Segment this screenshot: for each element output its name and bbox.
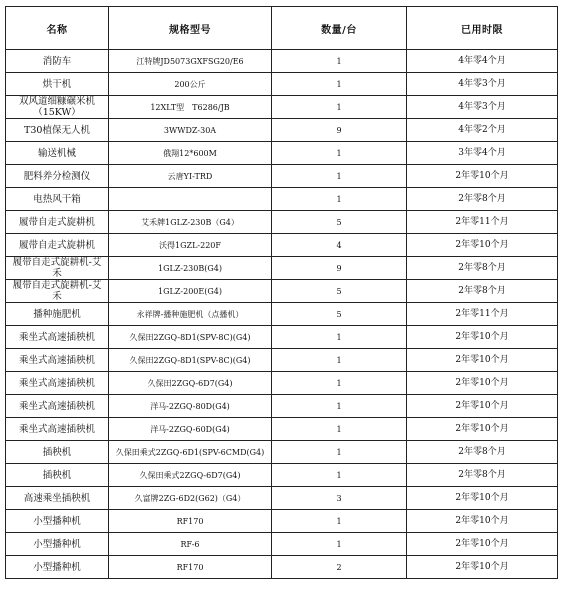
table-header-row: [6, 7, 558, 50]
cell-age: 2年零11个月: [407, 303, 558, 326]
cell-name: 播种施肥机: [6, 303, 109, 326]
cell-age: 2年零10个月: [407, 418, 558, 441]
cell-model: 永祥牌-播种施肥机（点播机）: [109, 303, 272, 326]
cell-name: 乘坐式高速插秧机: [6, 326, 109, 349]
table-row: [6, 372, 558, 395]
cell-age: 2年零10个月: [407, 372, 558, 395]
table-row: [6, 418, 558, 441]
cell-quantity: 1: [272, 96, 407, 119]
cell-age: 4年零3个月: [407, 73, 558, 96]
table-row: [6, 211, 558, 234]
table-row: [6, 441, 558, 464]
cell-model: 洋马-2ZGQ-80D(G4): [109, 395, 272, 418]
cell-model: 久保田乘式2ZGQ-6D1(SPV-6CMD(G4): [109, 441, 272, 464]
cell-name: 插秧机: [6, 464, 109, 487]
cell-name: 履带自走式旋耕机-艾禾: [6, 280, 109, 303]
cell-model: [109, 188, 272, 211]
cell-age: 2年零8个月: [407, 280, 558, 303]
cell-quantity: 1: [272, 464, 407, 487]
table-row: [6, 96, 558, 119]
cell-age: 2年零10个月: [407, 556, 558, 579]
table-row: [6, 73, 558, 96]
table-row: [6, 556, 558, 579]
cell-name: 履带自走式旋耕机-艾禾: [6, 257, 109, 280]
cell-age: 4年零2个月: [407, 119, 558, 142]
table-row: [6, 50, 558, 73]
cell-quantity: 1: [272, 418, 407, 441]
cell-name: T30植保无人机: [6, 119, 109, 142]
cell-model: 久保田2ZGQ-8D1(SPV-8C)(G4): [109, 349, 272, 372]
cell-age: 2年零10个月: [407, 510, 558, 533]
cell-name: 高速乘坐插秧机: [6, 487, 109, 510]
header-age: 已用时限: [407, 7, 558, 50]
cell-age: 2年零10个月: [407, 487, 558, 510]
table-row: [6, 188, 558, 211]
cell-model: 江特牌JD5073GXFSG20/E6: [109, 50, 272, 73]
cell-quantity: 9: [272, 119, 407, 142]
cell-model: RF-6: [109, 533, 272, 556]
cell-age: 2年零10个月: [407, 533, 558, 556]
cell-age: 2年零8个月: [407, 441, 558, 464]
cell-name: 肥料养分检测仪: [6, 165, 109, 188]
table-row: [6, 487, 558, 510]
cell-model: 云唐YI-TRD: [109, 165, 272, 188]
cell-name: 电热风干箱: [6, 188, 109, 211]
cell-name: 乘坐式高速插秧机: [6, 372, 109, 395]
cell-name: 消防车: [6, 50, 109, 73]
cell-quantity: 3: [272, 487, 407, 510]
cell-quantity: 5: [272, 303, 407, 326]
cell-model: 3WWDZ-30A: [109, 119, 272, 142]
cell-age: 2年零8个月: [407, 257, 558, 280]
table-row: [6, 280, 558, 303]
equipment-table: [5, 6, 558, 579]
cell-name: 烘干机: [6, 73, 109, 96]
cell-model: 俄翔12*600M: [109, 142, 272, 165]
cell-age: 4年零4个月: [407, 50, 558, 73]
table-row: [6, 165, 558, 188]
cell-name: 履带自走式旋耕机: [6, 211, 109, 234]
table-body: [6, 50, 558, 579]
cell-age: 2年零8个月: [407, 464, 558, 487]
cell-model: 久保田乘式2ZGQ-6D7(G4): [109, 464, 272, 487]
table-row: [6, 119, 558, 142]
cell-quantity: 1: [272, 510, 407, 533]
cell-quantity: 1: [272, 188, 407, 211]
cell-quantity: 1: [272, 441, 407, 464]
cell-name: 双风道细糠碾米机（15KW）: [6, 96, 109, 119]
cell-model: 1GLZ-200E(G4): [109, 280, 272, 303]
cell-quantity: 2: [272, 556, 407, 579]
cell-quantity: 1: [272, 395, 407, 418]
cell-quantity: 4: [272, 234, 407, 257]
cell-name: 插秧机: [6, 441, 109, 464]
cell-age: 2年零10个月: [407, 326, 558, 349]
cell-name: 履带自走式旋耕机: [6, 234, 109, 257]
cell-model: RF170: [109, 510, 272, 533]
cell-model: RF170: [109, 556, 272, 579]
cell-quantity: 1: [272, 165, 407, 188]
cell-model: 200公斤: [109, 73, 272, 96]
cell-name: 输送机械: [6, 142, 109, 165]
cell-age: 2年零10个月: [407, 234, 558, 257]
cell-age: 2年零11个月: [407, 211, 558, 234]
table-row: [6, 533, 558, 556]
cell-age: 2年零10个月: [407, 395, 558, 418]
table-row: [6, 257, 558, 280]
cell-quantity: 1: [272, 326, 407, 349]
cell-name: 小型播种机: [6, 533, 109, 556]
cell-name: 乘坐式高速插秧机: [6, 349, 109, 372]
cell-quantity: 1: [272, 142, 407, 165]
table-row: [6, 142, 558, 165]
header-name: 名称: [6, 7, 109, 50]
cell-age: 2年零10个月: [407, 349, 558, 372]
cell-quantity: 5: [272, 280, 407, 303]
table-row: [6, 326, 558, 349]
table-row: [6, 303, 558, 326]
cell-model: 艾禾牌1GLZ-230B（G4）: [109, 211, 272, 234]
cell-name: 乘坐式高速插秧机: [6, 418, 109, 441]
cell-model: 1GLZ-230B(G4): [109, 257, 272, 280]
cell-quantity: 1: [272, 50, 407, 73]
cell-model: 久保田2ZGQ-8D1(SPV-8C)(G4): [109, 326, 272, 349]
cell-quantity: 1: [272, 372, 407, 395]
table-row: [6, 395, 558, 418]
cell-age: 2年零10个月: [407, 165, 558, 188]
cell-name: 小型播种机: [6, 510, 109, 533]
cell-quantity: 1: [272, 73, 407, 96]
cell-quantity: 1: [272, 533, 407, 556]
cell-quantity: 1: [272, 349, 407, 372]
header-model: 规格型号: [109, 7, 272, 50]
cell-name: 乘坐式高速插秧机: [6, 395, 109, 418]
cell-age: 3年零4个月: [407, 142, 558, 165]
cell-model: 12XLT型 T6286/JB: [109, 96, 272, 119]
cell-quantity: 9: [272, 257, 407, 280]
table-row: [6, 510, 558, 533]
cell-age: 2年零8个月: [407, 188, 558, 211]
cell-name: 小型播种机: [6, 556, 109, 579]
table-row: [6, 464, 558, 487]
header-quantity: 数量/台: [272, 7, 407, 50]
cell-model: 久富牌2ZG-6D2(G62)（G4）: [109, 487, 272, 510]
cell-model: 久保田2ZGQ-6D7(G4): [109, 372, 272, 395]
cell-model: 沃得1GZL-220F: [109, 234, 272, 257]
table-row: [6, 234, 558, 257]
cell-quantity: 5: [272, 211, 407, 234]
cell-model: 洋马-2ZGQ-60D(G4): [109, 418, 272, 441]
table-row: [6, 349, 558, 372]
cell-age: 4年零3个月: [407, 96, 558, 119]
